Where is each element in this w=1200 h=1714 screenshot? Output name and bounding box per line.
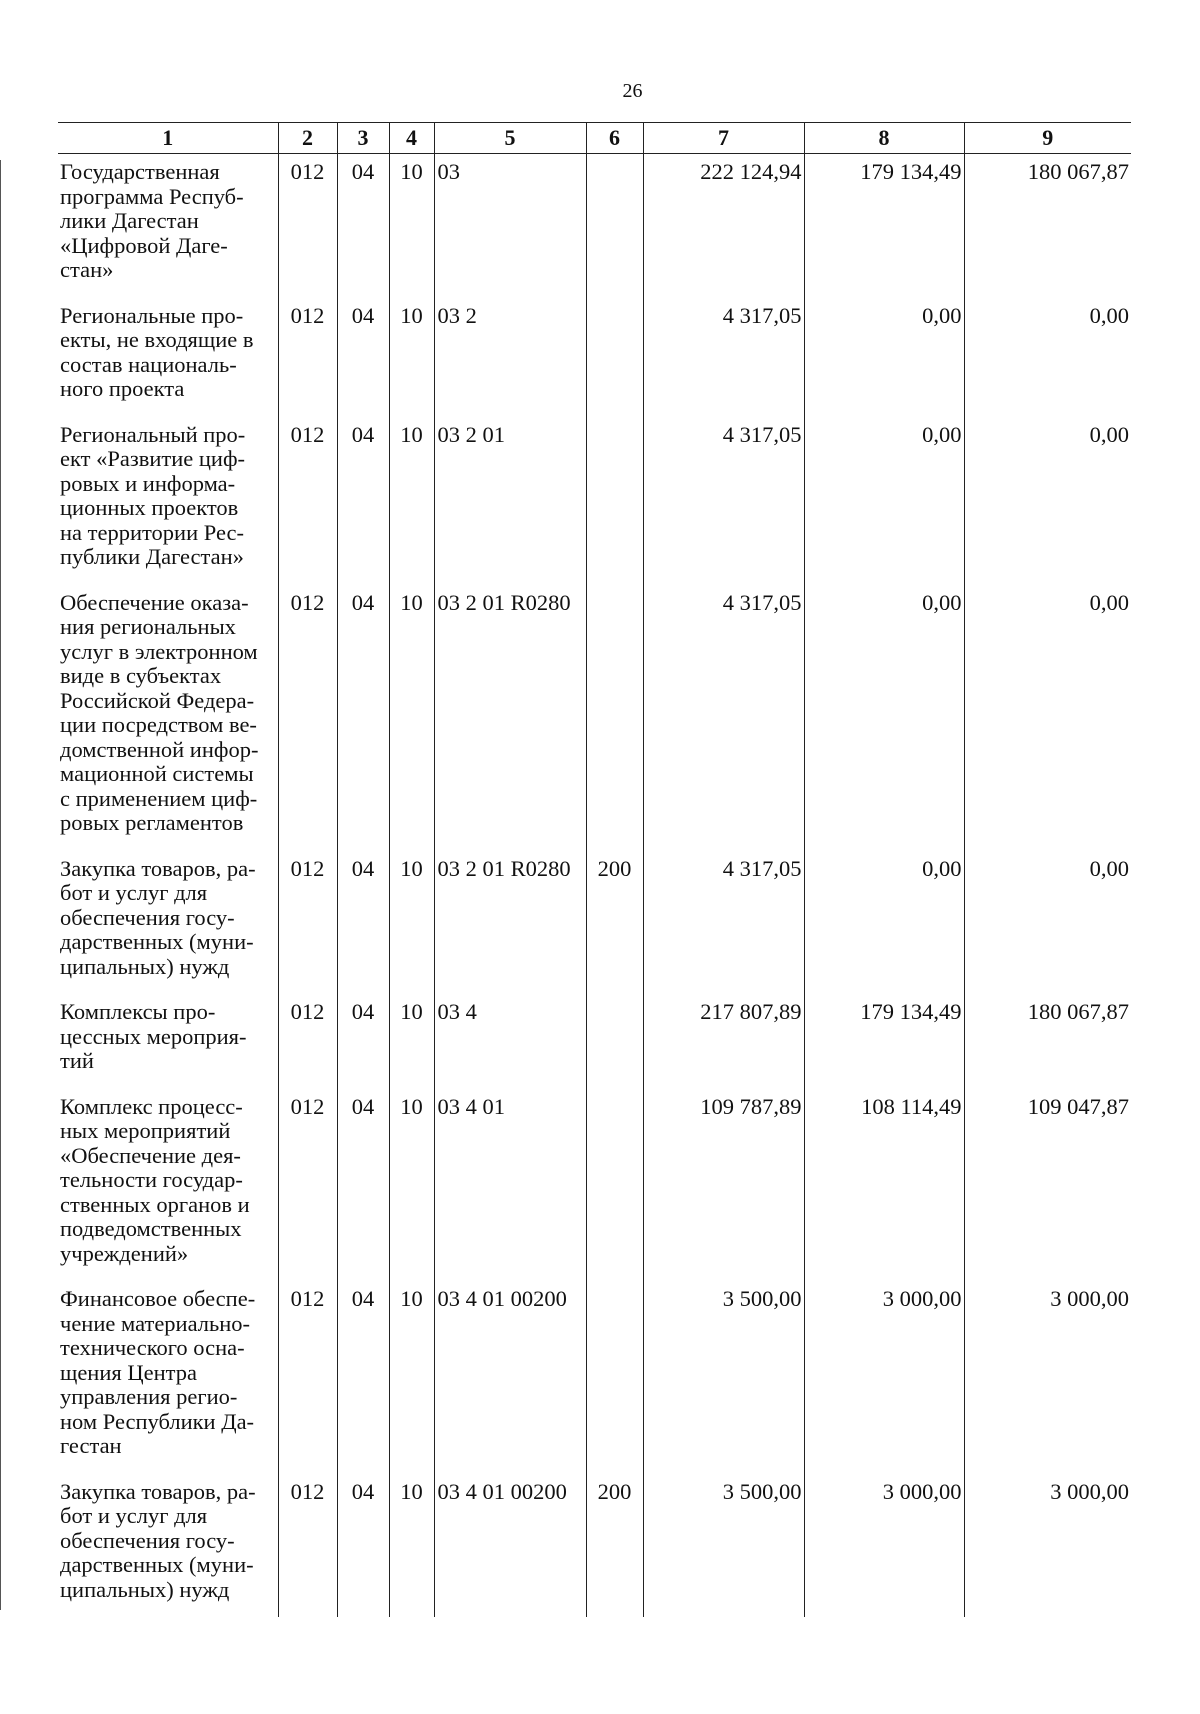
row-name-line: Закупка товаров, ра- [60,1478,256,1504]
subsection-code-cell: 10 [389,298,434,417]
row-name-line: управления регио- [60,1384,238,1409]
row-name-cell [58,994,278,1089]
row-name-line: публики Дагестан» [60,544,244,569]
ministry-code-cell: 012 [278,154,337,298]
row-name-line: ект «Развитие циф- [60,446,246,471]
ministry-code-cell: 012 [278,1281,337,1474]
amount-year2-cell: 108 114,49 [804,1089,964,1282]
amount-year1-cell: 222 124,94 [643,154,804,298]
amount-year1-cell: 3 500,00 [643,1281,804,1474]
ministry-code-cell: 012 [278,417,337,585]
column-header: 9 [964,123,1131,154]
amount-year2-cell: 179 134,49 [804,994,964,1089]
section-code-cell: 04 [337,1281,389,1474]
section-code-cell: 04 [337,1089,389,1282]
row-name-cell [58,851,278,995]
row-name-line: ного проекта [60,376,185,401]
row-name-line: Закупка товаров, ра- [60,855,256,881]
row-name-cell [58,417,278,585]
amount-year2-cell: 0,00 [804,417,964,585]
row-name-line: на территории Рес- [60,519,244,545]
column-header: 5 [434,123,586,154]
expense-type-cell [586,154,643,298]
page-number: 26 [622,80,643,102]
amount-year1-cell: 109 787,89 [643,1089,804,1282]
ministry-code-cell: 012 [278,1474,337,1618]
subsection-code-cell: 10 [389,154,434,298]
row-name-line: ном Республики Да- [60,1408,255,1434]
row-name-line: ровых и информа- [60,470,236,496]
amount-year2-cell: 0,00 [804,851,964,995]
target-article-cell: 03 4 [434,994,586,1089]
row-name-cell [58,1281,278,1474]
expense-type-cell [586,585,643,851]
amount-year3-cell: 3 000,00 [964,1474,1131,1618]
amount-year2-cell: 0,00 [804,585,964,851]
amount-year3-cell: 180 067,87 [964,994,1131,1089]
section-code-cell: 04 [337,154,389,298]
amount-year1-cell: 3 500,00 [643,1474,804,1618]
row-name-line: ных мероприятий [60,1118,231,1143]
row-name-line: екты, не входящие в [60,327,254,352]
row-name-line: ции посредством ве- [60,712,257,737]
table-body [58,154,1131,1618]
row-name-line: ципальных) нужд [60,953,230,979]
amount-year2-cell: 179 134,49 [804,154,964,298]
row-name-line: дарственных (муни- [60,1552,254,1577]
row-name-line: домственной инфор- [60,736,259,762]
amount-year3-cell: 109 047,87 [964,1089,1131,1282]
table-row [58,417,1131,585]
row-name-line: Региональные про- [60,302,244,328]
table-row [58,1281,1131,1474]
subsection-code-cell: 10 [389,851,434,995]
budget-table [58,122,1131,1617]
row-name-line: ционных проектов [60,495,239,520]
amount-year2-cell: 3 000,00 [804,1474,964,1618]
target-article-cell: 03 2 [434,298,586,417]
target-article-cell: 03 4 01 00200 [434,1474,586,1618]
amount-year1-cell: 4 317,05 [643,417,804,585]
target-article-cell: 03 [434,154,586,298]
subsection-code-cell: 10 [389,1474,434,1618]
ministry-code-cell: 012 [278,298,337,417]
section-code-cell: 04 [337,298,389,417]
column-header: 2 [278,123,337,154]
row-name-cell [58,585,278,851]
ministry-code-cell: 012 [278,994,337,1089]
row-name-line: «Обеспечение дея- [60,1142,241,1168]
row-name-line: Финансовое обеспе- [60,1286,256,1311]
ministry-code-cell: 012 [278,851,337,995]
row-name-line: технического осна- [60,1335,245,1360]
target-article-cell: 03 4 01 00200 [434,1281,586,1474]
section-code-cell: 04 [337,851,389,995]
row-name-line: ственных органов и [60,1191,250,1217]
row-name-line: тий [60,1048,94,1073]
target-article-cell: 03 2 01 [434,417,586,585]
row-name-line: цессных мероприя- [60,1023,247,1049]
column-header: 1 [58,123,278,154]
row-name-cell [58,1474,278,1618]
row-name-line: дарственных (муни- [60,929,254,954]
ministry-code-cell: 012 [278,1089,337,1282]
column-header: 3 [337,123,389,154]
table-row [58,1474,1131,1618]
expense-type-cell [586,1089,643,1282]
target-article-cell: 03 4 01 [434,1089,586,1282]
amount-year3-cell: 180 067,87 [964,154,1131,298]
row-name-line: услуг в электронном [60,638,258,664]
row-name-line: ния региональных [60,614,236,639]
row-name-cell [58,298,278,417]
row-name-line: «Цифровой Даге- [60,232,228,258]
row-name-line: Региональный про- [60,421,246,447]
section-code-cell: 04 [337,1474,389,1618]
header-row [58,123,1131,154]
row-name-line: ровых регламентов [60,810,244,835]
row-name-line: щения Центра [60,1359,197,1385]
expense-type-cell [586,994,643,1089]
row-name-line: ципальных) нужд [60,1576,230,1602]
amount-year3-cell: 0,00 [964,417,1131,585]
row-name-line: обеспечения госу- [60,904,235,930]
table-row [58,994,1131,1089]
row-name-line: подведомственных [60,1216,242,1241]
row-name-line: состав националь- [60,351,237,377]
row-name-line: чение материально- [60,1310,251,1336]
target-article-cell: 03 2 01 R0280 [434,585,586,851]
row-name-line: стан» [60,257,114,282]
section-code-cell: 04 [337,585,389,851]
expense-type-cell [586,1281,643,1474]
row-name-line: Комплексы про- [60,999,216,1024]
expense-type-cell [586,298,643,417]
subsection-code-cell: 10 [389,994,434,1089]
column-header: 7 [643,123,804,154]
row-name-line: тельности государ- [60,1167,243,1192]
amount-year3-cell: 0,00 [964,585,1131,851]
amount-year1-cell: 4 317,05 [643,851,804,995]
row-name-line: бот и услуг для [60,880,208,905]
column-header: 6 [586,123,643,154]
expense-type-cell [586,417,643,585]
left-margin-rule [0,160,1,1610]
table-row [58,585,1131,851]
amount-year2-cell: 0,00 [804,298,964,417]
row-name-line: Государственная [60,159,220,184]
row-name-cell [58,154,278,298]
column-header: 8 [804,123,964,154]
subsection-code-cell: 10 [389,1089,434,1282]
row-name-line: учреждений» [60,1240,189,1266]
row-name-line: виде в субъектах [60,663,222,688]
row-name-cell [58,1089,278,1282]
column-header: 4 [389,123,434,154]
expense-type-cell: 200 [586,1474,643,1618]
row-name-line: программа Респуб- [60,183,244,209]
row-name-line: мационной системы [60,761,254,786]
table-row [58,298,1131,417]
row-name-line: с применением циф- [60,785,258,811]
subsection-code-cell: 10 [389,585,434,851]
row-name-line: Комплекс процесс- [60,1093,243,1119]
section-code-cell: 04 [337,994,389,1089]
row-name-line: гестан [60,1433,122,1458]
subsection-code-cell: 10 [389,1281,434,1474]
expense-type-cell: 200 [586,851,643,995]
row-name-line: Обеспечение оказа- [60,589,249,615]
amount-year2-cell: 3 000,00 [804,1281,964,1474]
ministry-code-cell: 012 [278,585,337,851]
row-name-line: обеспечения госу- [60,1527,235,1553]
row-name-line: Российской Федера- [60,687,255,713]
row-name-line: лики Дагестан [60,208,199,233]
section-code-cell: 04 [337,417,389,585]
row-name-line: бот и услуг для [60,1503,208,1528]
amount-year1-cell: 4 317,05 [643,585,804,851]
table-row [58,851,1131,995]
target-article-cell: 03 2 01 R0280 [434,851,586,995]
amount-year1-cell: 217 807,89 [643,994,804,1089]
table-row [58,1089,1131,1282]
amount-year3-cell: 0,00 [964,298,1131,417]
table-row [58,154,1131,298]
subsection-code-cell: 10 [389,417,434,585]
amount-year1-cell: 4 317,05 [643,298,804,417]
table-header [58,123,1131,154]
amount-year3-cell: 3 000,00 [964,1281,1131,1474]
amount-year3-cell: 0,00 [964,851,1131,995]
